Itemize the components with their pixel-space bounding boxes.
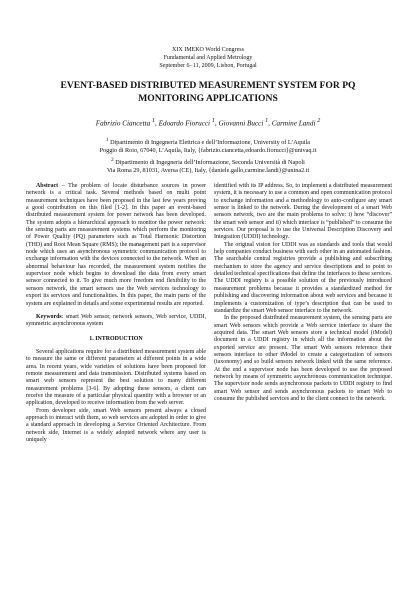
author-affiliation-mark: 1 [211, 118, 215, 124]
conference-header [0, 46, 416, 71]
body-paragraph: Several applications require for a distributed measurement system able to measure the same or different parameters at different points in a wide area. In recent years, wide varieties of solutions have been proposed for remote measurement and data transmission. Distributed systems based on smart web sensors represent the best solution to many different measurement problems [3-6]. By adopting these sensors, a client can receive the measure of a particular physical quantity with a browser or an application, developed to receive information from the web server. [26, 348, 206, 407]
author-name: Fabrizio Ciancetta [95, 119, 151, 128]
right-column [214, 183, 392, 403]
keywords [26, 314, 206, 329]
affiliations [0, 136, 416, 175]
affiliation-mark: 1 [105, 137, 109, 143]
abstract-label: Abstract [36, 183, 59, 189]
conference-name: XIX IMEKO World Congress [172, 47, 244, 53]
affiliation-text: Dipartimento di Ingegneria dell’Informazione, Seconda Università di Napoli [115, 158, 305, 166]
abstract [26, 183, 206, 308]
conference-subtitle: Fundamental and Applied Metrology [163, 55, 253, 62]
paper-title-line-2: MONITORING APPLICATIONS [138, 92, 278, 104]
author-affiliation-mark: 1 [265, 118, 269, 124]
author-affiliation-mark: 2 [317, 118, 321, 124]
paper-title-line-1: EVENT-BASED DISTRIBUTED MEASUREMENT SYSTEM FOR PQ [60, 80, 356, 91]
body-paragraph: From developer side, smart Web sensors present always a closed approach to interact with them, so web services are adopted in order to give a standard approach in developing a Service Oriented Architecture. From network side, Internet is a widely adopted network where any user is uniquely [26, 407, 206, 443]
keywords-label: Keywords [36, 313, 62, 320]
body-paragraph: identified with its IP address. So, to implement a distributed measurement system, it is necessary to use a common and open communication protocol to exchange information and a methodology to auto-configure any smart sensor is linked to the network. During the development of a smart Web sensors network, two are the main problems to solve: i) how “discover” the smart web sensor and ii) which interface is “published” to consume the services. Our proposal is to use the Universal Description Discovery and Integration (UDDI) technology. [214, 183, 392, 241]
conference-date-location: September 6−11, 2009, Lisbon, Portugal [159, 63, 257, 70]
author-affiliation-mark: 1 [152, 118, 156, 124]
affiliation-line [0, 156, 416, 167]
paper-title [30, 80, 386, 105]
left-column [26, 183, 206, 444]
author-name: Giovanni Bucci [218, 119, 264, 128]
body-paragraph: The original vision for UDDI was as standards and tools that would help companies conduct business with each other in an automated fashion. The searchable central registries provide a publishing and subscribing mechanism to store the agency and service descriptions and to point to detailed technical specifications that define the interfaces to these services. The UDDI registry is a possible solution of the previously introduced measurement problems because it provides a standardized method for publishing and discovering information about web services and because it implements a customization of type’s description that can be used to standardize the smart Web sensor interface to the network. [214, 241, 392, 314]
affiliation-line: Via Roma 29, 81031, Aversa (CE), Italy, {daniele.gallo,carmine.landi}@unina2.it [106, 167, 310, 175]
affiliation-line [0, 136, 416, 147]
author-list: Fabrizio Ciancetta $^1$, Edoardo Fiorucci $^1$, Giovanni Bucci $^1$, Carmine Landi $^2$ [95, 118, 321, 128]
author-name: Carmine Landi [271, 119, 316, 128]
body-paragraph: In the proposed distributed measurement system, the sensing parts are smart Web sensors which provide a Web service interface to share the acquired data. The smart Web sensors store a technical model (tModel) document in a UDDI registry in which all the information about the exported service are present. The smart Web sensors reference their sensors interface to other tModel to create a categorization of sensors (taxonomy) and so build sensors network linked with the same reference. At the end a supervisor node has been developed to use the proposed network by means of symmetric asynchronous communication technique. The supervisor node sends asynchronous packets to UDDI registry to find smart Web sensor and sends asynchronous packets to smart Web to consume the published services and to the client connect to the network. [214, 315, 392, 402]
affiliation-text: Dipartimento di Ingegneria Elettrica e dell’Informazione, University of L’Aquila [110, 139, 311, 147]
author-name: Edoardo Fiorucci [158, 119, 211, 128]
section-heading: 1. INTRODUCTION [89, 335, 143, 342]
abstract-text: – The problem of locate disturbance sources in power network is a critical task. Several methods based on multi point measurement techniques have been proposed in the last few years proving a good contribution on this filed [1-2]. In this paper an event-based distributed measurement system for power network has been developed. The system adopts a hierarchical approach to monitor the power network: the sensing parts are measurement systems which perform the monitoring of Power Quality (PQ) parameters such as Total Harmonic Distortion (THD) and Root Mean Square (RMS); the management part is a supervisor node which uses an asynchronous symmetric communication protocol to exchange information with the devices connected to the network. When an abnormal behaviour has recorded, the measurement system notifies the supervisor node which begins to download the data from every smart sensor connected to it. To give much more freedom end flexibility to the sensors network, the smart sensors use the Web services technology to export its services and functionalities. In this paper, the main parts of the system are explained in details and some experimental results are reported. [26, 183, 206, 307]
affiliation-mark: 2 [111, 156, 114, 163]
keywords-text: : smart Web sensor, network sensors, Web service, UDDI, symmetric asynchronous system [26, 313, 206, 328]
affiliation-line: Poggio di Roio, 67040, L’Aquila, Italy, {fabrizio.ciancetta,edoardo.fiorucci}@univaq.it [99, 147, 317, 155]
